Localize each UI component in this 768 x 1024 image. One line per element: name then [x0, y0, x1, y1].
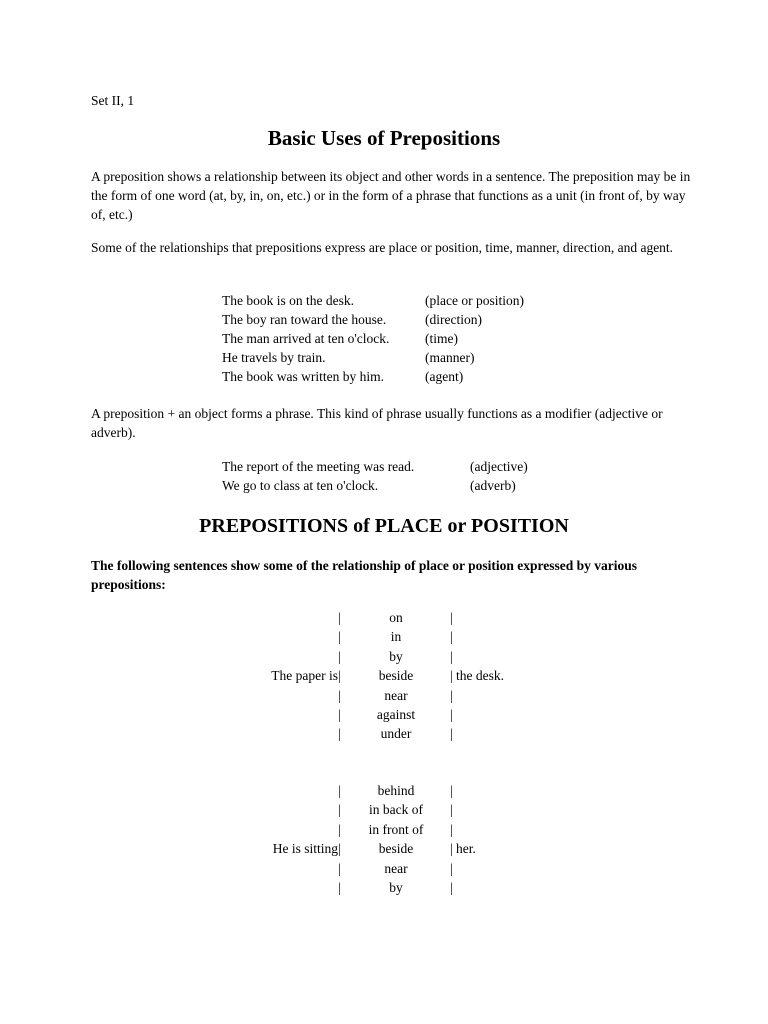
preposition: near [384, 860, 408, 876]
preposition: against [376, 706, 416, 722]
sentence-lead: The paper is [271, 668, 338, 684]
bar-glyph: | [338, 668, 341, 684]
example-row [222, 348, 524, 367]
preposition: beside [378, 668, 414, 684]
bar-glyph: | [450, 783, 453, 798]
preposition: under [380, 726, 412, 742]
example-sentence: The boy ran toward the house. [222, 312, 387, 327]
example-row [222, 310, 524, 329]
example-row [222, 476, 528, 495]
bar-glyph: | [450, 610, 453, 625]
bar-glyph: | [338, 860, 341, 876]
grid-row [230, 686, 504, 705]
example-type: (time) [425, 331, 458, 346]
bar-glyph: | [338, 783, 341, 798]
bar-glyph: | [338, 802, 341, 818]
grid-row [230, 608, 504, 627]
modifier-examples-table [222, 457, 528, 495]
example-sentence: The book was written by him. [222, 369, 384, 384]
grid-row [230, 627, 504, 646]
sentence-tail: her. [456, 841, 476, 857]
bar-glyph: | [338, 687, 341, 703]
sentence-lead: He is sitting [272, 841, 338, 857]
grid-row [230, 859, 476, 878]
example-type: (direction) [425, 312, 482, 327]
bar-glyph: | [338, 821, 341, 837]
example-type: (manner) [425, 350, 475, 365]
bar-glyph: | [338, 629, 341, 645]
relationships-paragraph: Some of the relationships that prepositions express are place or position, time, manner, direction, and agent. [91, 240, 674, 255]
place-grid-sitting [230, 781, 476, 897]
bar-glyph: | [450, 706, 453, 722]
bar-glyph: | [450, 648, 453, 664]
bar-glyph: | [338, 610, 341, 625]
section-intro: The following sentences show some of the relationship of place or position expressed by various prepositions: [91, 558, 638, 592]
example-row [222, 291, 524, 310]
set-label: Set II, 1 [91, 93, 135, 108]
grid-row [230, 800, 476, 819]
bar-glyph: | [450, 687, 453, 703]
grid-row [230, 647, 504, 666]
grid-row [230, 705, 504, 724]
preposition: on [389, 610, 403, 625]
page-title: Basic Uses of Prepositions [267, 126, 501, 150]
relationship-examples-table [222, 291, 524, 386]
example-row [222, 457, 528, 476]
phrase-paragraph: A preposition + an object forms a phrase. This kind of phrase usually functions as a modifier (adjective or adverb). [91, 406, 663, 440]
bar-glyph: | [338, 879, 341, 895]
bar-glyph: | [450, 821, 453, 837]
bar-glyph: | [450, 879, 453, 895]
preposition: behind [377, 783, 415, 798]
example-type: (adverb) [470, 478, 516, 493]
intro-paragraph: A preposition shows a relationship between its object and other words in a sentence. The preposition may be in the form of one word (at, by, in, on, etc.) or in the form of a phrase that functions as a unit (in front of, by way of, etc.) [91, 169, 691, 222]
bar-glyph: | [338, 648, 341, 664]
bar-glyph: | [450, 629, 453, 645]
section-heading: PREPOSITIONS of PLACE or POSITION [199, 515, 569, 537]
grid-row [230, 839, 476, 858]
grid-row [230, 820, 476, 839]
preposition: beside [378, 841, 414, 857]
grid-row [230, 724, 504, 743]
example-type: (agent) [425, 369, 464, 384]
preposition: in front of [368, 821, 424, 837]
bar-glyph: | [450, 802, 453, 818]
grid-row [230, 666, 504, 685]
bar-glyph: | [338, 841, 341, 857]
bar-glyph: | [450, 860, 453, 876]
bar-glyph: | [338, 706, 341, 722]
bar-glyph: | [450, 726, 453, 742]
bar-glyph: | [450, 841, 453, 857]
bar-glyph: | [450, 668, 453, 684]
example-sentence: The man arrived at ten o'clock. [222, 331, 390, 346]
preposition: near [384, 687, 408, 703]
example-row [222, 367, 524, 386]
example-sentence: The book is on the desk. [222, 293, 354, 308]
grid-row [230, 781, 476, 800]
sentence-tail: the desk. [456, 668, 504, 684]
preposition: by [389, 648, 403, 664]
example-sentence: He travels by train. [222, 350, 326, 365]
example-sentence: The report of the meeting was read. [222, 459, 415, 474]
preposition: in back of [369, 802, 423, 818]
preposition: in [390, 629, 402, 645]
example-type: (adjective) [470, 459, 528, 474]
example-row [222, 329, 524, 348]
example-type: (place or position) [425, 293, 524, 308]
example-sentence: We go to class at ten o'clock. [222, 478, 379, 493]
preposition: by [389, 879, 403, 895]
grid-row [230, 878, 476, 897]
bar-glyph: | [338, 726, 341, 742]
place-grid-paper [230, 608, 504, 744]
